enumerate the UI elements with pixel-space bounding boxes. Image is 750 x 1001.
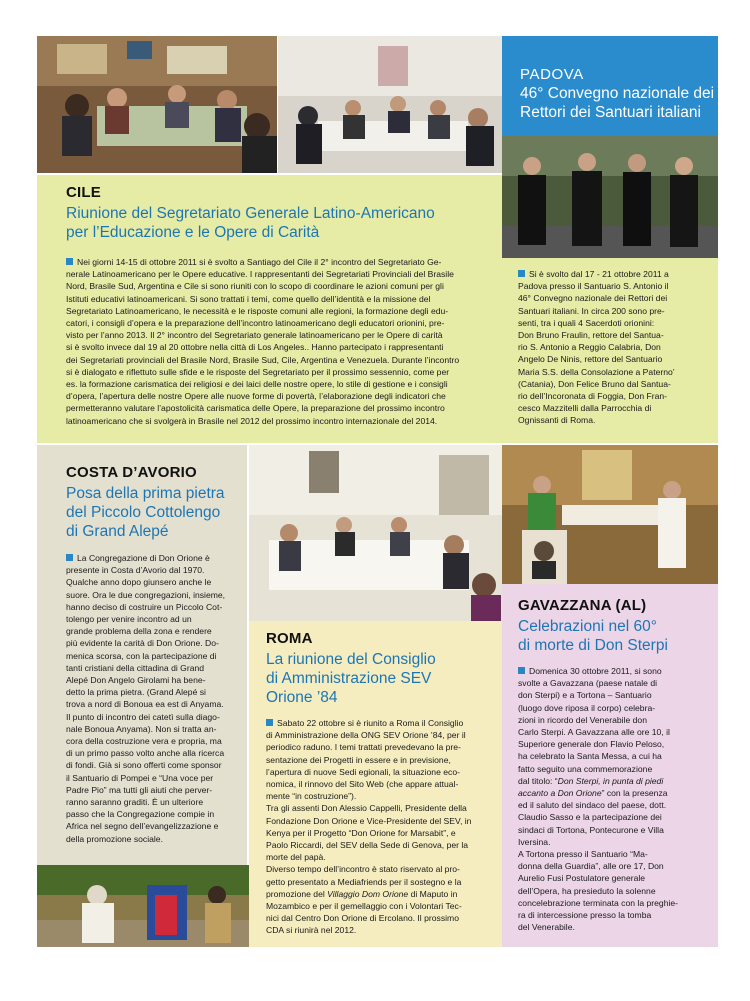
padova-body-line: senti, tra i quali 4 Sacerdoti orionini: [518, 317, 655, 328]
costa-body-line: passo che la Congregazione compie in [66, 809, 215, 820]
cile-body-line: d’opera, l’apertura delle nostre Opere alle nuove forme di povertà, l’elaborazione degli indicatori che [66, 391, 446, 402]
gavazzana-body-line: dell’Opera, ha presieduto la solenne [518, 885, 656, 896]
costa-body-line: Africa nel segno dell’evangelizzazione e [66, 821, 219, 832]
bullet-icon [66, 554, 73, 561]
cile-kicker: CILE [66, 184, 101, 201]
costa-body-line: più evidente la carità di Don Orione. Do- [66, 638, 219, 649]
roma-body-line: sentazione dei Progetti in essere e in previsione, [266, 754, 451, 765]
costa-body-line: Qualche anno dopo giunsero anche le [66, 577, 212, 588]
cile-body-line: es. la formazione carismatica dei religiosi e dei laici delle nostre opere, lo stile di gestione e i consigli [66, 379, 448, 390]
gavazzana-body [518, 665, 706, 933]
gavazzana-body-line: concelebrazione terminata con la preghie- [518, 897, 679, 908]
roma-body-line: Diverso tempo dell’incontro è stato riservato al pro- [266, 864, 460, 875]
padova-body-line: 46° Convegno nazionale dei Rettori dei [518, 293, 668, 304]
gavazzana-body-line: Aurelio Fusi Postulatore generale [518, 873, 646, 884]
gavazzana-kicker: GAVAZZANA (AL) [518, 597, 647, 614]
gavazzana-body-line: ed il saluto del sindaco del paese, dott. [518, 800, 667, 811]
costa-ceremony-photo [37, 865, 249, 947]
costa-body-line: della promozione sociale. [66, 833, 163, 844]
cile-body-line: visto per l’anno 2013. Il 2° incontro del Segretariato generale latinoamericano per le Opere di carità [66, 330, 443, 341]
padova-title-line-1: 46° Convegno nazionale dei [520, 85, 715, 102]
roma-body-line: Kenya per il Progetto “Don Orione for Marsabit”, e [266, 827, 456, 838]
cile-body-line: catori, i consigli d’opera e la preparazione dell’incontro latinoamericano degli educatori orionini, pre- [66, 318, 445, 329]
gavazzana-body-line: sindaci di Tortona, Pontecurone e Villa [518, 824, 664, 835]
costa-body-line: Padre Pio” ma tutti gli aiuti che perver- [66, 784, 213, 795]
gavazzana-body-line: del Venerabile. [518, 922, 575, 933]
gavazzana-title-line-1: Celebrazioni nel 60° [518, 618, 657, 635]
costa-body-line: di fondi. Già si sono offerti come sponsor [66, 760, 222, 771]
gavazzana-body-line: svolte a Gavazzana (paese natale di [518, 678, 658, 689]
gavazzana-body-line: dal titolo: “Don Sterpi, in punta di piedi [518, 775, 664, 786]
costa-body-line: grande problema della zona e rendere [66, 626, 212, 637]
cile-body-line: nerale Latinoamericano per le Opere educative. I rappresentanti dei Segretariati Provinciali del Brasile [66, 269, 454, 280]
roma-meeting-photo [249, 445, 502, 621]
padova-body-line: cesco Mazzitelli dalla Parrocchia di [518, 403, 652, 414]
padova-body-line: Ognissanti di Roma. [518, 415, 596, 426]
roma-body-line: CDA si riunirà nel 2012. [266, 925, 357, 936]
cile-body-line: si è svolto invece dal 19 al 20 ottobre nella città di Los Angeles.. Hanno partecipato i rappresentanti [66, 342, 444, 353]
costa-body-line: suore. Ora le due congregazioni, insieme, [66, 589, 226, 600]
padova-body-line: Padova presso il Santuario S. Antonio il [518, 281, 669, 292]
costa-body-line: di un primo passo volto anche alla ricerca [66, 748, 225, 759]
roma-body-line: Tra gli assenti Don Alessio Cappelli, Presidente della [266, 803, 467, 814]
costa-body-line: tolengo per venire incontro ad un [66, 614, 192, 625]
roma-body-line: Paolo Riccardi, del SEV della Sede di Genova, per la [266, 840, 469, 851]
cile-body-line: latinoamericano che si svolgerà in Brasile nel 2012 del prossimo incontro internazionale del 2014. [66, 415, 438, 426]
bullet-icon [518, 270, 525, 277]
roma-body-line: promozione del Villaggio Dom Orione di Maputo in [266, 888, 458, 899]
costa-body-line: La Congregazione di Don Orione è [66, 552, 236, 564]
gavazzana-body-line: Claudio Sasso e la partecipazione dei [518, 812, 662, 823]
gavazzana-body-line: fatto seguito una commemorazione [518, 763, 653, 774]
bullet-icon [66, 258, 73, 265]
cile-body-line: Nord, Brasile Sud, Argentina e Cile si sono riuniti con lo scopo di coordinare le azioni comuni per gli [66, 281, 444, 292]
roma-kicker: ROMA [266, 630, 313, 647]
roma-body-line: morte del papà. [266, 852, 326, 863]
gavazzana-body-line: don Sterpi) e a Tortona – Santuario [518, 690, 652, 701]
bullet-icon [266, 719, 273, 726]
cile-body-line: Istituti educativi latinoamericani. Si sono trattati i temi, come quello dell’identità e la missione del [66, 293, 431, 304]
costa-kicker: COSTA D’AVORIO [66, 464, 197, 481]
roma-body [266, 717, 488, 937]
roma-title-line-1: La riunione del Consiglio [266, 651, 436, 668]
padova-body-line: rio dell’Incoronata di Foggia, Don Fran- [518, 391, 668, 402]
costa-body-line: hanno deciso di costruire un Piccolo Cot- [66, 601, 223, 612]
costa-title-line-3: di Grand Alepé [66, 523, 169, 540]
costa-body [66, 552, 236, 845]
padova-body-line: rio S. Antonio a Reggio Calabria, Don [518, 342, 661, 353]
cile-body [66, 256, 488, 427]
padova-body-line: (Catania), Don Felice Bruno dal Santua- [518, 378, 671, 389]
roma-body-line: Sabato 22 ottobre si è riunito a Roma il Consiglio [266, 717, 488, 729]
cile-meeting-photo-2 [278, 36, 502, 173]
costa-body-line: trova a nord di Bonoua ea est di Anyama. [66, 699, 224, 710]
gavazzana-body-line: Domenica 30 ottobre 2011, si sono [518, 665, 706, 677]
padova-body-line: Maria S.S. della Consolazione a Paterno’ [518, 366, 675, 377]
gavazzana-body-line: A Tortona presso il Santuario “Ma- [518, 849, 648, 860]
padova-body [518, 268, 706, 427]
costa-body-line: Il punto di incontro dei catetì sulla diago- [66, 711, 220, 722]
costa-body-line: nale Bonoua Anyama). Non si tratta an- [66, 723, 217, 734]
costa-body-line: menica scorsa, con la partecipazione di [66, 650, 217, 661]
roma-title-line-2: di Amministrazione SEV [266, 670, 432, 687]
gavazzana-title-line-2: di morte di Don Sterpi [518, 637, 668, 654]
costa-body-line: detto la prima pietra. (Grand Alepé si [66, 687, 206, 698]
gavazzana-mass-photo [502, 445, 718, 584]
padova-body-line: Si è svolto dal 17 - 21 ottobre 2011 a [518, 268, 706, 280]
costa-body-line: cora della costruzione vera e propria, ma [66, 736, 222, 747]
gavazzana-body-line: zioni in ricordo del Venerabile don [518, 714, 647, 725]
costa-body-line: tanti cristiani della cittadina di Grand [66, 662, 205, 673]
padova-body-line: Angelo De Ninis, rettore del Santuario [518, 354, 663, 365]
costa-title-line-1: Posa della prima pietra [66, 485, 225, 502]
gavazzana-body-line: ha celebrato la Santa Messa, a cui ha [518, 751, 662, 762]
roma-body-line: di Amministrazione della ONG SEV Orione ’84, per il [266, 730, 466, 741]
cile-body-line: permetteranno valutare l’apostolicità carismatica delle Opere, la preparazione del prossimo incontro [66, 403, 445, 414]
padova-title-line-2: Rettori dei Santuari italiani [520, 104, 701, 121]
cile-meeting-photo-1 [37, 36, 277, 173]
gavazzana-body-line: Carlo Sterpi. A Gavazzana alle ore 10, il [518, 727, 670, 738]
roma-body-line: periodico raduno. I temi trattati prevedevano la pre- [266, 742, 461, 753]
padova-kicker: PADOVA [520, 66, 584, 83]
padova-body-line: Santuari italiani. In circa 200 sono pre- [518, 305, 665, 316]
bullet-icon [518, 667, 525, 674]
roma-body-line: l’apertura di nuove Sedi egionali, la situazione eco- [266, 766, 460, 777]
costa-body-line: Alepé Don Angelo Girolami ha bene- [66, 675, 206, 686]
roma-body-line: getto presentato a Mediafriends per il sostegno e la [266, 876, 462, 887]
gavazzana-body-line: Iversina. [518, 836, 551, 847]
gavazzana-body-line: donna della Guardia”, alle ore 17, Don [518, 861, 664, 872]
padova-priests-photo [502, 136, 718, 258]
roma-body-line: Fondazione Don Orione e Vice-Presidente del SEV, in [266, 815, 472, 826]
roma-body-line: nomica, il rinnovo del Sito Web (che appare attual- [266, 779, 459, 790]
cile-body-line: Nei giorni 14-15 di ottobre 2011 si è svolto a Santiago del Cile il 2° incontro del Segretariato Ge- [66, 256, 488, 268]
cile-title-line-1: Riunione del Segretariato Generale Latino-Americano [66, 205, 435, 222]
padova-body-line: Don Bruno Fraulin, rettore del Santua- [518, 330, 664, 341]
costa-body-line: il Santuario di Pompei e “Una voce per [66, 772, 214, 783]
gavazzana-body-line: (luogo dove riposa il corpo) celebra- [518, 702, 656, 713]
cile-body-line: Segretariato Latinoamericano, le necessità e le risposte comuni alle regioni, la formazione degli edu- [66, 305, 449, 316]
cile-title-line-2: per l’Educazione e le Opere di Carità [66, 224, 320, 241]
roma-title-line-3: Orione ’84 [266, 689, 338, 706]
gavazzana-body-line: Superiore generale don Flavio Peloso, [518, 739, 665, 750]
cile-body-line: si è dialogato e riflettuto sulle sfide e le risposte del Segretariato per il prossimo sessennio, come per [66, 366, 450, 377]
roma-body-line: nici dal Centro Don Orione di Ercolano. Il prossimo [266, 913, 459, 924]
roma-body-line: Mozambico e per il gemellaggio con i Volontari Tec- [266, 901, 462, 912]
costa-title-line-2: del Piccolo Cottolengo [66, 504, 221, 521]
roma-body-line: mente “in costruzione”). [266, 791, 357, 802]
costa-body-line: ranno saranno graditi. È un ulteriore [66, 797, 204, 808]
cile-body-line: dei Segretariati provinciali del Brasile Nord, Brasile Sud, Cile, Argentina e Venezuela. Durante l’incontro [66, 354, 460, 365]
gavazzana-body-line: accanto a Don Orione” con la presenza [518, 788, 668, 799]
costa-body-line: presente in Costa d’Avorio dal 1970. [66, 565, 205, 576]
gavazzana-body-line: ra di intercessione presso la tomba [518, 910, 652, 921]
